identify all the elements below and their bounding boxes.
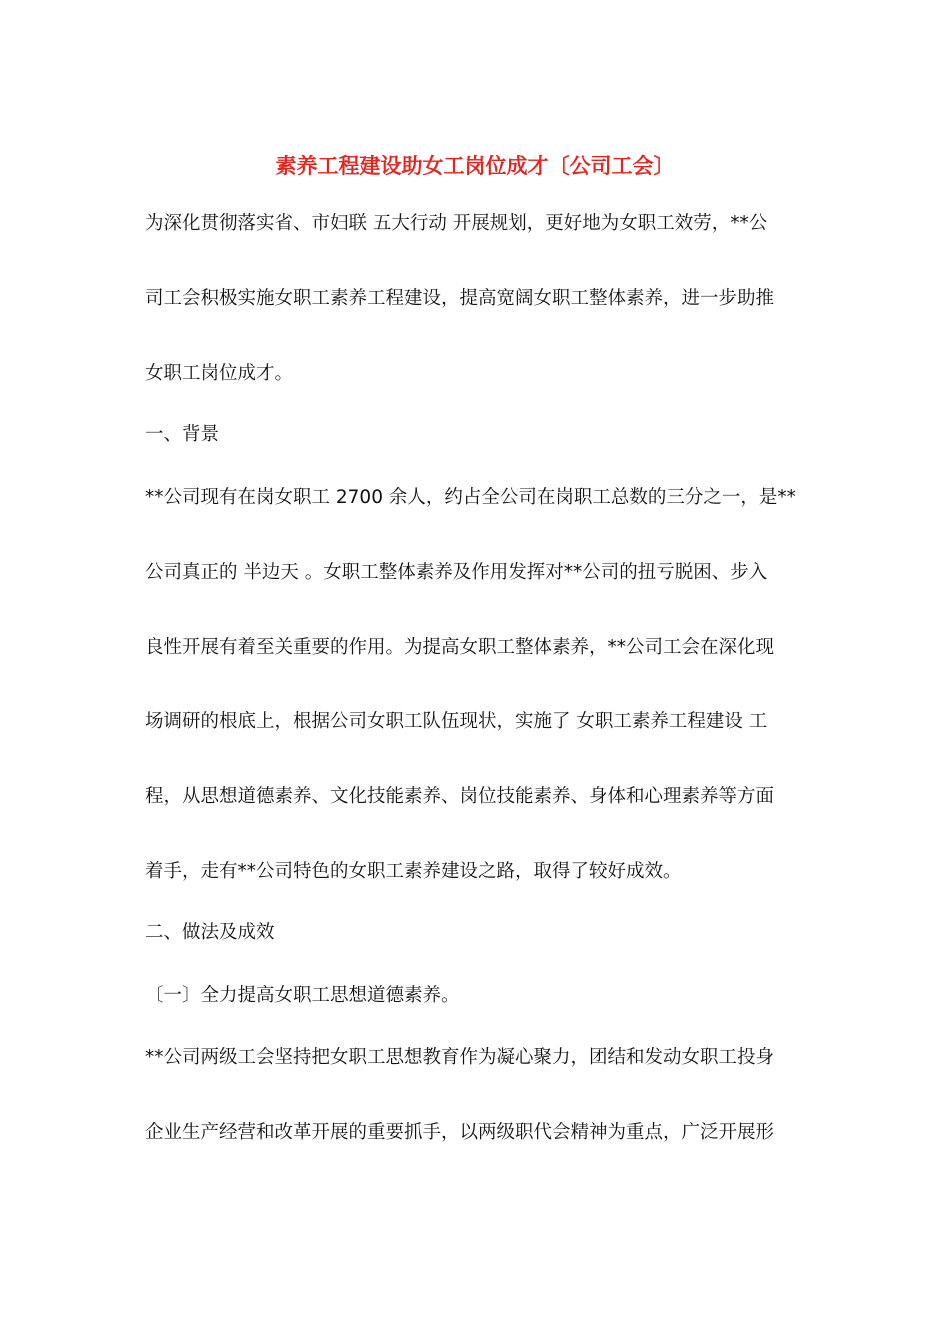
paragraph-line: **公司现有在岗女职工 2700 余人，约占全公司在岗职工总数的三分之一，是** bbox=[145, 487, 796, 508]
section-heading: 二、做法及成效 bbox=[145, 922, 275, 943]
document-title: 素养工程建设助女工岗位成才〔公司工会〕 bbox=[275, 154, 675, 178]
paragraph-line: 公司真正的 半边天 。女职工整体素养及作用发挥对**公司的扭亏脱困、步入 bbox=[145, 562, 768, 583]
paragraph-line: 女职工岗位成才。 bbox=[145, 363, 294, 384]
paragraph-line: 为深化贯彻落实省、市妇联 五大行动 开展规划，更好地为女职工效劳，**公 bbox=[145, 213, 768, 234]
paragraph-line: 良性开展有着至关重要的作用。为提高女职工整体素养，**公司工会在深化现 bbox=[145, 637, 775, 658]
subsection-heading: 〔一〕全力提高女职工思想道德素养。 bbox=[145, 985, 460, 1006]
paragraph-line: 程，从思想道德素养、文化技能素养、岗位技能素养、身体和心理素养等方面 bbox=[145, 786, 775, 807]
paragraph-line: 着手，走有**公司特色的女职工素养建设之路，取得了较好成效。 bbox=[145, 861, 682, 882]
section-heading: 一、背景 bbox=[145, 424, 220, 445]
paragraph-line: 司工会积极实施女职工素养工程建设，提高宽阔女职工整体素养，进一步助推 bbox=[145, 288, 775, 309]
paragraph-line: 企业生产经营和改革开展的重要抓手，以两级职代会精神为重点，广泛开展形 bbox=[145, 1122, 775, 1143]
paragraph-line: 场调研的根底上，根据公司女职工队伍现状，实施了 女职工素养工程建设 工 bbox=[145, 711, 768, 732]
paragraph-line: **公司两级工会坚持把女职工思想教育作为凝心聚力，团结和发动女职工投身 bbox=[145, 1047, 775, 1068]
